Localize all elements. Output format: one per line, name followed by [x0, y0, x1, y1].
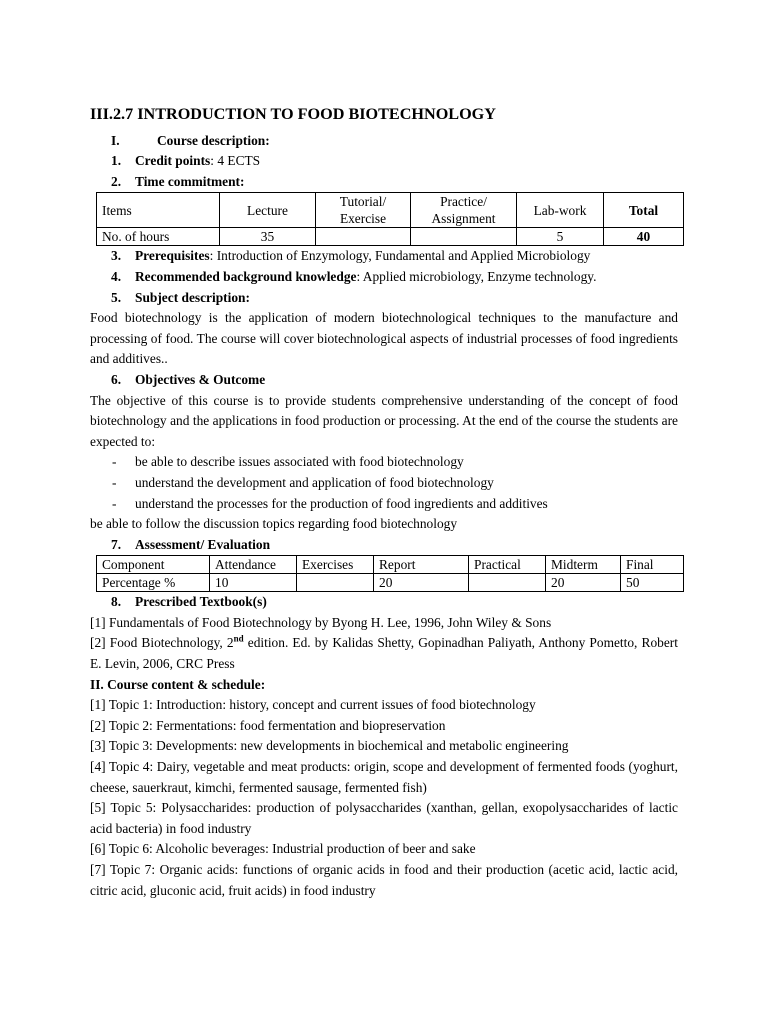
list-item: [5] Topic 5: Polysaccharides: production of polysaccharides (xanthan, gellan, exopolysaccharides of lactic acid bacteria) in food industry — [90, 800, 678, 836]
table-header-cell: Report — [374, 556, 469, 574]
table-cell — [469, 574, 546, 592]
section-number: 1. — [111, 153, 122, 169]
list-item: [4] Topic 4: Dairy, vegetable and meat products: origin, scope and development of fermented foods (yoghurt, cheese, sauerkraut, kimchi, fermented sausage, fermented fish) — [90, 759, 678, 795]
section-label: Assessment/ Evaluation — [135, 536, 271, 552]
section-number: 3. — [111, 248, 122, 264]
table-cell — [411, 228, 517, 246]
section-label: Objectives & Outcome — [135, 371, 266, 387]
document-body — [90, 104, 678, 901]
table-header-cell: Midterm — [546, 556, 621, 574]
hours-table — [96, 192, 684, 246]
section-label: Prescribed Textbook(s) — [135, 594, 267, 610]
section-number: 4. — [111, 268, 122, 284]
reference-item — [90, 633, 678, 674]
table-cell: 40 — [604, 228, 684, 246]
table-header-cell: Practice/ Assignment — [411, 193, 517, 228]
list-item: [6] Topic 6: Alcoholic beverages: Industrial production of beer and sake — [90, 841, 476, 857]
section-number: 6. — [111, 371, 122, 387]
section-course-content: II. Course content & schedule: — [90, 676, 266, 692]
section-label: Course description: — [157, 132, 270, 148]
section-label: Subject description: — [135, 289, 250, 305]
section-label: Time commitment: — [135, 173, 245, 189]
section-objectives — [90, 370, 678, 391]
section-prerequisites — [90, 246, 678, 267]
section-label: Recommended background knowledge — [135, 268, 357, 284]
list-item — [90, 494, 678, 515]
table-header-row — [97, 193, 684, 228]
table-header-row — [97, 556, 684, 574]
table-row — [97, 574, 684, 592]
section-background-knowledge — [90, 267, 678, 288]
table-header-cell: Final — [621, 556, 684, 574]
table-header-cell: Tutorial/ Exercise — [316, 193, 411, 228]
list-item — [90, 473, 678, 494]
section-text: : 4 ECTS — [210, 153, 261, 169]
section-subject-description — [90, 288, 678, 309]
section-number: 5. — [111, 289, 122, 305]
list-item: [3] Topic 3: Developments: new developments in biochemical and metabolic engineering — [90, 738, 569, 754]
table-cell: 20 — [546, 574, 621, 592]
assessment-table — [96, 555, 684, 592]
section-course-description — [90, 131, 678, 152]
reference-item: [1] Fundamentals of Food Biotechnology by Byong H. Lee, 1996, John Wiley & Sons — [90, 614, 552, 630]
objective-paragraph: The objective of this course is to provide students comprehensive understanding of the concept of food biotechnology and the applications in food production or processing. At the end of the course the students are expected to: — [90, 392, 678, 449]
table-header-cell: Items — [97, 193, 220, 228]
list-item: [2] Topic 2: Fermentations: food fermentation and biopreservation — [90, 717, 446, 733]
section-time-commitment — [90, 172, 678, 193]
list-item-text: understand the development and application of food biotechnology — [135, 474, 494, 490]
list-item — [90, 452, 678, 473]
reference-text: edition. Ed. by Kalidas Shetty, Gopinadhan Paliyath, Anthony Pometto, Robert E. Levin, 2006, CRC Press — [90, 635, 678, 672]
section-assessment — [90, 535, 678, 556]
page-title: III.2.7 INTRODUCTION TO FOOD BIOTECHNOLOGY — [90, 105, 496, 123]
section-text: : Introduction of Enzymology, Fundamental and Applied Microbiology — [209, 248, 591, 264]
section-textbooks — [90, 592, 678, 613]
list-item: [7] Topic 7: Organic acids: functions of organic acids in food and their production (acetic acid, lactic acid, citric acid, gluconic acid, fruit acids) in food industry — [90, 862, 678, 898]
subject-paragraph: Food biotechnology is the application of modern biotechnological techniques to the manufacture and processing of food. The course will cover biotechnological aspects of industrial processes of food ingredients and additives.. — [90, 310, 678, 367]
table-cell — [297, 574, 374, 592]
table-cell: Percentage % — [97, 574, 210, 592]
table-header-cell: Total — [604, 193, 684, 228]
table-cell: 35 — [220, 228, 316, 246]
list-item-text: be able to describe issues associated with food biotechnology — [135, 454, 464, 470]
section-number: 2. — [111, 173, 122, 189]
table-cell — [316, 228, 411, 246]
section-label: Prerequisites — [135, 248, 210, 264]
table-header-cell: Component — [97, 556, 210, 574]
table-header-cell: Practical — [469, 556, 546, 574]
section-number: 8. — [111, 594, 122, 610]
section-label: Credit points — [135, 153, 211, 169]
section-credit-points — [90, 151, 678, 172]
objective-note: be able to follow the discussion topics regarding food biotechnology — [90, 516, 458, 532]
bullet-dash: - — [112, 454, 117, 470]
section-text: : Applied microbiology, Enzyme technology. — [356, 268, 597, 284]
bullet-dash: - — [112, 474, 117, 490]
section-number: 7. — [111, 536, 122, 552]
table-header-cell: Lecture — [220, 193, 316, 228]
table-cell: 5 — [517, 228, 604, 246]
table-header-cell: Attendance — [210, 556, 297, 574]
table-cell: 50 — [621, 574, 684, 592]
table-row — [97, 228, 684, 246]
list-item: [1] Topic 1: Introduction: history, concept and current issues of food biotechnology — [90, 697, 536, 713]
table-cell: No. of hours — [97, 228, 220, 246]
section-number: I. — [111, 132, 120, 148]
bullet-dash: - — [112, 495, 117, 511]
table-header-cell: Exercises — [297, 556, 374, 574]
table-cell: 20 — [374, 574, 469, 592]
table-header-cell: Lab-work — [517, 193, 604, 228]
table-cell: 10 — [210, 574, 297, 592]
reference-text: [2] Food Biotechnology, 2 — [90, 635, 234, 651]
ordinal-suffix: nd — [233, 634, 244, 644]
list-item-text: understand the processes for the production of food ingredients and additives — [135, 495, 548, 511]
